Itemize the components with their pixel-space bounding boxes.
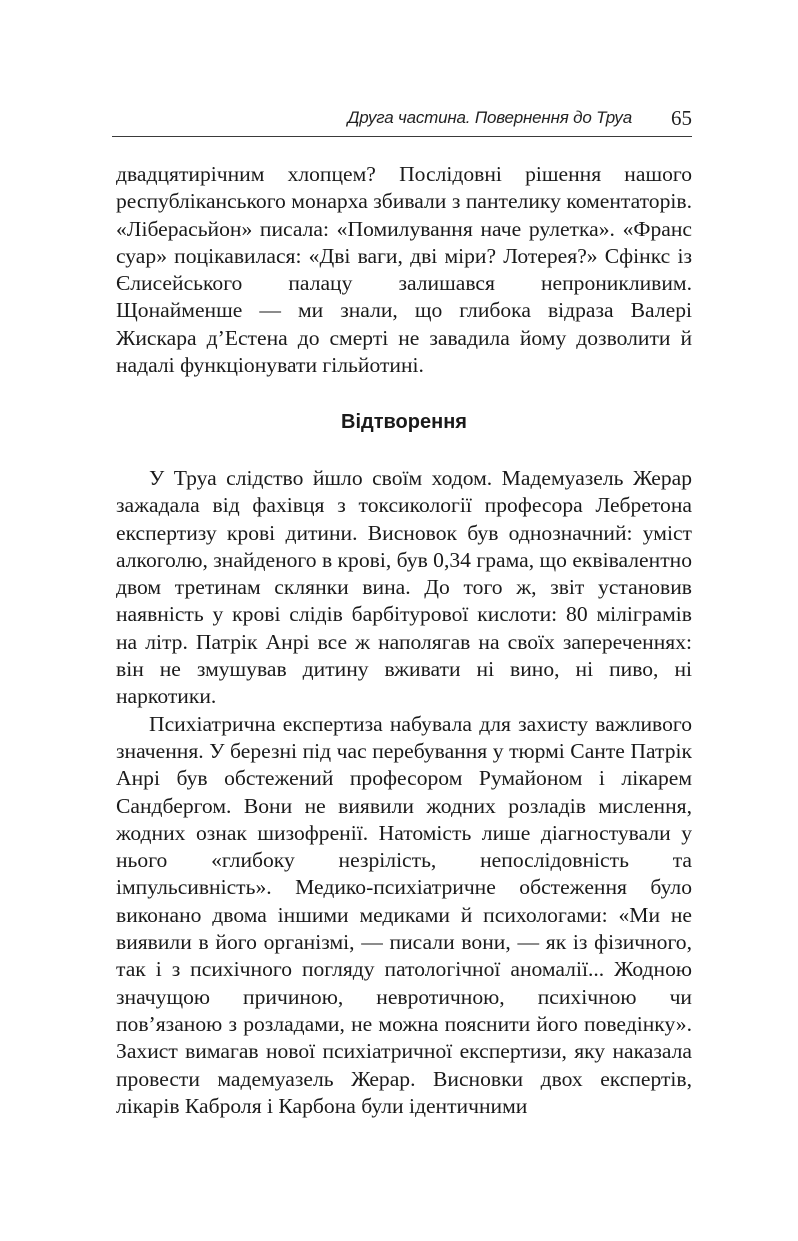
running-title: Друга частина. Повернення до Труа <box>347 108 632 127</box>
running-header <box>112 104 692 137</box>
paragraph: Психіатрична експертиза набувала для захисту важливого значення. У березні під час перебування у тюрмі Санте Патрік Анрі був обстежений професором Румайоном і лікарем Сандбергом. Вони не виявили жодних розладів мислення, жодних ознак шизофренії. Натомість лише діагностували у нього «глибоку незрілість, непослідовність та імпульсивність». Медико-психіатричне обстеження було виконано двома іншими медиками й психологами: «Ми не виявили в його організмі, — писали вони, — як із фізичного, так і з психічного погляду патологічної аномалії... Жодною значущою причиною, невротичною, психічною чи пов’язаною з розладами, не можна пояснити його поведінку». Захист вимагав нової психіатричної експертизи, яку наказала провести мадемуазель Жерар. Висновки двох експертів, лікарів Каброля і Карбона були ідентичними <box>116 711 692 1118</box>
paragraph: двадцятирічним хлопцем? Послідовні рішення нашого республіканського монарха збивали з пантелику коментаторів. «Ліберасьйон» писала: «Помилування наче рулетка». «Франс суар» поцікавилася: «Дві ваги, дві міри? Лотерея?» Сфінкс із Єлисейського палацу залишався непроникливим. Щонайменше — ми знали, що глибока відраза Валері Жискара д’Естена до смерті не завадила йому дозволити й надалі функціонувати гільйотині. <box>116 162 692 378</box>
section-heading: Відтворення <box>341 411 467 433</box>
page-number: 65 <box>671 106 692 130</box>
continued-text-block <box>116 161 692 379</box>
paragraph: У Труа слідство йшло своїм ходом. Мадемуазель Жерар зажадала від фахівця з токсикології професора Лебретона експертизу крові дитини. Висновок був однозначний: уміст алкоголю, знайденого в крові, був 0,34 грама, що еквівалентно двом третинам склянки вина. До того ж, звіт установив наявність у крові слідів барбітурової кислоти: 80 міліграмів на літр. Патрік Анрі все ж наполягав на своїх запереченнях: він не змушував дитину вживати ні вино, ні пиво, ні наркотики. <box>116 466 692 709</box>
section-text-block <box>116 465 692 1120</box>
